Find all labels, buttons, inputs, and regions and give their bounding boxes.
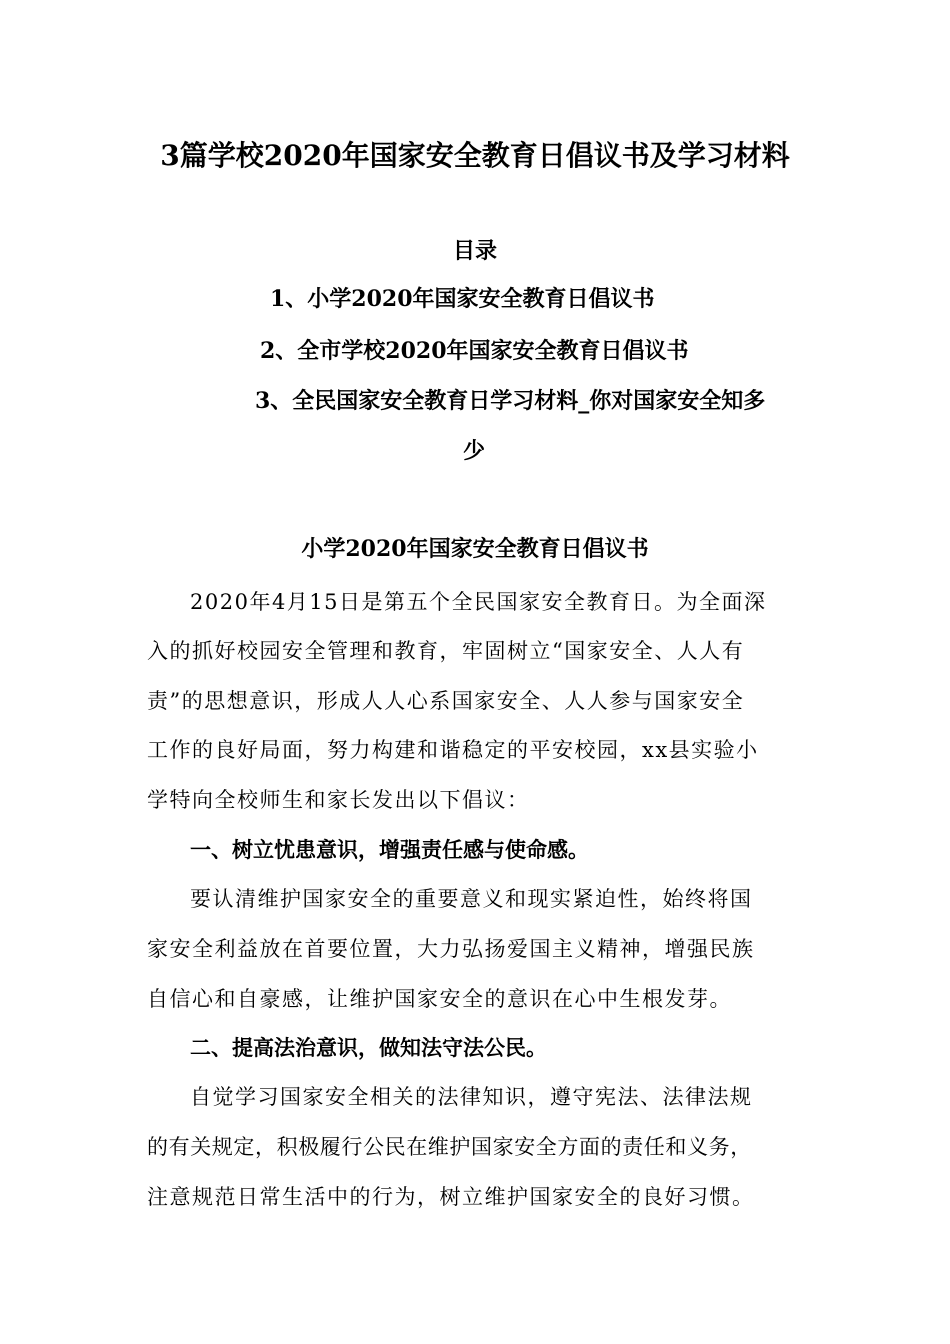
paragraph-line: 自觉学习国家安全相关的法律知识，遵守宪法、法律法规 bbox=[190, 1085, 753, 1109]
paragraph-line: 要认清维护国家安全的重要意义和现实紧迫性，始终将国 bbox=[190, 887, 753, 911]
toc-item-2: 2、全市学校2020年国家安全教育日倡议书 bbox=[260, 338, 689, 364]
toc-item-1: 1、小学2020年国家安全教育日倡议书 bbox=[270, 286, 655, 312]
subheading-2: 二、提高法治意识，做知法守法公民。 bbox=[190, 1035, 547, 1060]
toc-heading: 目录 bbox=[452, 238, 497, 264]
paragraph-line: 注意规范日常生活中的行为，树立维护国家安全的良好习惯。 bbox=[147, 1185, 755, 1209]
paragraph-line: 自信心和自豪感，让维护国家安全的意识在心中生根发芽。 bbox=[147, 987, 732, 1011]
paragraph-line: 的有关规定，积极履行公民在维护国家安全方面的责任和义务， bbox=[147, 1135, 752, 1159]
paragraph-line: 家安全利益放在首要位置，大力弘扬爱国主义精神，增强民族 bbox=[147, 937, 755, 961]
paragraph-line: 责”的思想意识，形成人人心系国家安全、人人参与国家安全 bbox=[147, 689, 745, 713]
paragraph-line: 学特向全校师生和家长发出以下倡议： bbox=[147, 788, 530, 812]
subheading-1: 一、树立忧患意识，增强责任感与使命感。 bbox=[190, 837, 589, 862]
document-title: 3篇学校2020年国家安全教育日倡议书及学习材料 bbox=[160, 139, 790, 172]
toc-item-3: 3、全民国家安全教育日学习材料_你对国家安全知多 bbox=[255, 388, 766, 414]
section-title: 小学2020年国家安全教育日倡议书 bbox=[301, 536, 649, 562]
paragraph-line: 2020年4月15日是第五个全民国家安全教育日。为全面深 bbox=[190, 590, 767, 614]
paragraph-line: 工作的良好局面，努力构建和谐稳定的平安校园，xx县实验小 bbox=[147, 738, 759, 762]
toc-item-3-continued: 少 bbox=[463, 438, 486, 464]
paragraph-line: 入的抓好校园安全管理和教育，牢固树立“国家安全、人人有 bbox=[147, 639, 745, 663]
